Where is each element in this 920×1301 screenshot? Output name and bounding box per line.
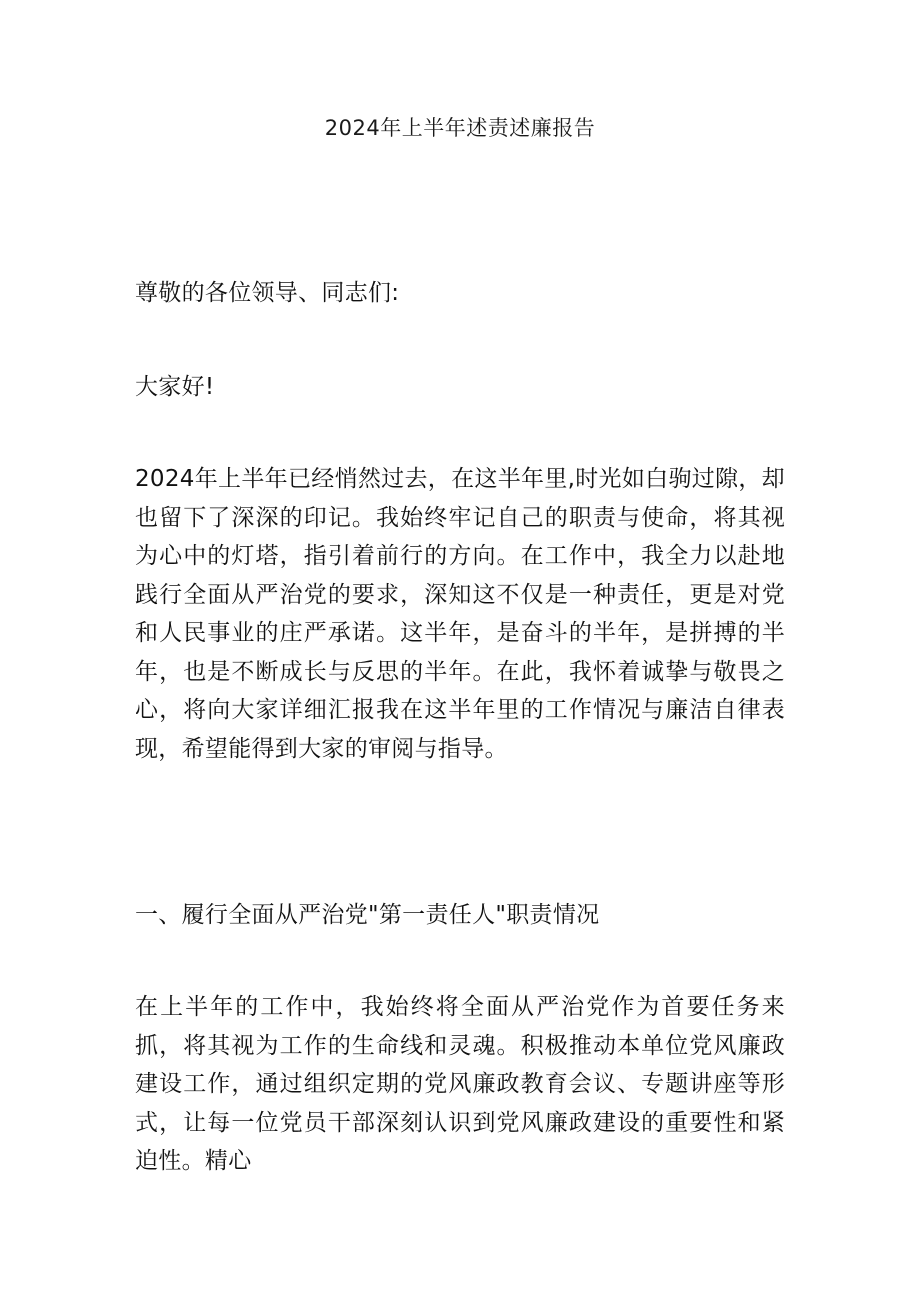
intro-paragraph: 2024年上半年已经悄然过去，在这半年里,时光如白驹过隙，却也留下了深深的印记。我始终牢记自己的职责与使命，将其视为心中的灯塔，指引着前行的方向。在工作中，我全力以赴地践行全面从严治党的要求，深知这不仅是一种责任，更是对党和人民事业的庄严承诺。这半年，是奋斗的半年，是拼搏的半年，也是不断成长与反思的半年。在此，我怀着诚挚与敬畏之心，将向大家详细汇报我在这半年里的工作情况与廉洁自律表现，希望能得到大家的审阅与指导。 (135, 466, 785, 762)
section-1-paragraph: 在上半年的工作中，我始终将全面从严治党作为首要任务来抓，将其视为工作的生命线和灵魂。积极推动本单位党风廉政建设工作，通过组织定期的党风廉政教育会议、专题讲座等形式，让每一位党员干部深刻认识到党风廉政建设的重要性和紧迫性。精心 (135, 994, 785, 1174)
section-heading-1: 一、履行全面从严治党"第一责任人"职责情况 (135, 902, 600, 928)
hello-line: 大家好! (135, 374, 215, 400)
document-title: 2024年上半年述责述廉报告 (324, 116, 596, 140)
greeting-line: 尊敬的各位领导、同志们: (135, 280, 400, 306)
